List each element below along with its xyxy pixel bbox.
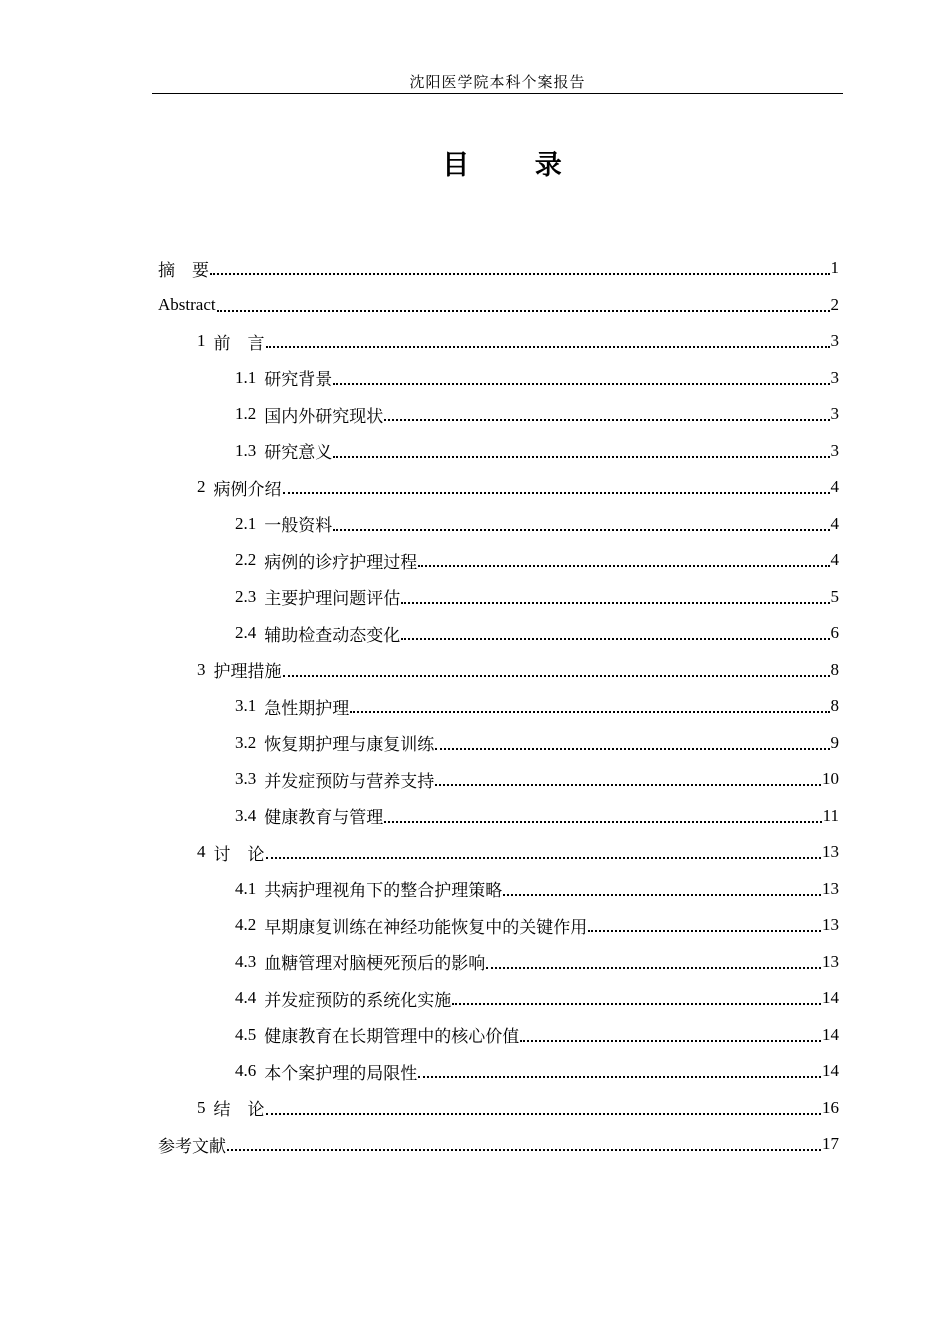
toc-entry-page-number: 13 [822, 878, 839, 898]
toc-entry[interactable] [158, 360, 839, 397]
toc-entry[interactable] [158, 652, 839, 689]
toc-entry-number: 3.2 [235, 732, 257, 752]
toc-dot-leader [333, 383, 829, 385]
toc-entry[interactable] [158, 725, 839, 762]
toc-entry-label: 一般资料 [264, 516, 333, 536]
toc-entry[interactable] [158, 798, 839, 835]
toc-entry-number: 2.4 [235, 623, 257, 643]
toc-entry[interactable] [158, 615, 839, 652]
toc-entry-number: 3.1 [235, 696, 257, 716]
toc-entry-page-number: 3 [830, 440, 839, 460]
toc-entry-page-number: 3 [830, 331, 839, 351]
header-rule [152, 93, 843, 94]
toc-entry-label: 研究意义 [264, 443, 333, 463]
running-header: 沈阳医学院本科个案报告 [409, 73, 586, 91]
toc-entry-page-number: 14 [822, 988, 839, 1008]
toc-entry[interactable] [158, 1017, 839, 1054]
toc-dot-leader [283, 675, 830, 677]
toc-entry-label: 血糖管理对脑梗死预后的影响 [264, 954, 486, 974]
toc-entry[interactable] [158, 980, 839, 1017]
toc-entry-label: 早期康复训练在神经功能恢复中的关键作用 [264, 917, 588, 937]
toc-dot-leader [401, 638, 829, 640]
toc-entry-page-number: 14 [822, 1024, 839, 1044]
toc-entry-page-number: 11 [822, 805, 839, 825]
toc-entry-page-number: 6 [830, 623, 839, 643]
toc-dot-leader [520, 1040, 821, 1042]
toc-entry[interactable] [158, 250, 839, 287]
toc-entry-page-number: 4 [830, 513, 839, 533]
toc-entry-number: 5 [197, 1097, 206, 1117]
toc-entry-page-number: 3 [830, 404, 839, 424]
toc-entry-page-number: 3 [830, 367, 839, 387]
toc-entry-page-number: 9 [830, 732, 839, 752]
toc-dot-leader [217, 310, 830, 312]
toc-entry-page-number: 13 [822, 951, 839, 971]
toc-dot-leader [452, 1003, 821, 1005]
toc-entry-page-number: 10 [822, 769, 839, 789]
toc-dot-leader [333, 456, 829, 458]
toc-dot-leader [350, 711, 829, 713]
toc-entry-page-number: 8 [830, 696, 839, 716]
toc-entry-page-number: 14 [822, 1061, 839, 1081]
toc-entry[interactable] [158, 834, 839, 871]
toc-entry[interactable] [158, 871, 839, 908]
toc-dot-leader [418, 1076, 821, 1078]
toc-entry-number: 4 [197, 842, 206, 862]
toc-entry[interactable] [158, 944, 839, 981]
toc-dot-leader [418, 565, 829, 567]
toc-entry[interactable] [158, 1090, 839, 1127]
toc-entry-number: 2 [197, 477, 206, 497]
toc-entry[interactable] [158, 907, 839, 944]
toc-entry-page-number: 8 [830, 659, 839, 679]
toc-entry-number: 3 [197, 659, 206, 679]
toc-title: 目 录 [442, 150, 590, 181]
toc-entry-page-number: 13 [822, 915, 839, 935]
toc-entry-number: 4.2 [235, 915, 257, 935]
toc-entry[interactable] [158, 688, 839, 725]
toc-entry-number: 4.5 [235, 1024, 257, 1044]
toc-dot-leader [435, 784, 821, 786]
toc-entry-label: 研究背景 [264, 370, 333, 390]
toc-entry-page-number: 4 [830, 477, 839, 497]
toc-entry-label: 护理措施 [213, 662, 282, 682]
toc-entry-page-number: 5 [830, 586, 839, 606]
toc-entry-label: 健康教育在长期管理中的核心价值 [264, 1027, 520, 1047]
table-of-contents [158, 250, 839, 1163]
toc-dot-leader [266, 346, 830, 348]
toc-dot-leader [384, 821, 821, 823]
toc-entry-label: 讨 论 [213, 844, 265, 864]
toc-entry[interactable] [158, 761, 839, 798]
toc-entry-number: 2.3 [235, 586, 257, 606]
toc-dot-leader [283, 492, 830, 494]
toc-entry-label: 摘 要 [158, 260, 209, 280]
toc-dot-leader [266, 1113, 822, 1115]
toc-entry-label: 共病护理视角下的整合护理策略 [264, 881, 503, 901]
toc-entry-number: 3.3 [235, 769, 257, 789]
toc-entry-label: 并发症预防与营养支持 [264, 771, 435, 791]
toc-entry-number: 2.1 [235, 513, 257, 533]
toc-entry-label: 本个案护理的局限性 [264, 1063, 418, 1083]
toc-entry-label: 辅助检查动态变化 [264, 625, 401, 645]
toc-entry-number: 3.4 [235, 805, 257, 825]
toc-dot-leader [503, 894, 821, 896]
toc-entry[interactable] [158, 1053, 839, 1090]
toc-entry-label: 健康教育与管理 [264, 808, 384, 828]
toc-dot-leader [227, 1149, 821, 1151]
toc-entry-number: 1.2 [235, 404, 257, 424]
toc-entry-label: 病例介绍 [213, 479, 282, 499]
toc-entry-label: 结 论 [213, 1100, 265, 1120]
toc-entry-number: 1 [197, 331, 206, 351]
toc-entry-label: 急性期护理 [264, 698, 350, 718]
toc-entry-number: 4.6 [235, 1061, 257, 1081]
toc-dot-leader [210, 273, 830, 275]
toc-entry-page-number: 13 [822, 842, 839, 862]
toc-entry-label: 病例的诊疗护理过程 [264, 552, 418, 572]
toc-entry-label: 主要护理问题评估 [264, 589, 401, 609]
toc-entry-label: 并发症预防的系统化实施 [264, 990, 452, 1010]
toc-entry-number: 2.2 [235, 550, 257, 570]
toc-dot-leader [486, 967, 821, 969]
toc-entry[interactable] [158, 287, 839, 324]
toc-entry[interactable] [158, 542, 839, 579]
toc-entry[interactable] [158, 396, 839, 433]
toc-dot-leader [384, 419, 829, 421]
toc-entry[interactable] [158, 579, 839, 616]
toc-entry[interactable] [158, 433, 839, 470]
toc-entry-label: 参考文献 [158, 1136, 226, 1156]
toc-entry-page-number: 2 [830, 294, 839, 314]
toc-entry-number: 4.3 [235, 951, 257, 971]
toc-entry[interactable] [158, 323, 839, 360]
toc-entry-label: Abstract [158, 294, 216, 314]
toc-entry[interactable] [158, 469, 839, 506]
toc-entry-label: 国内外研究现状 [264, 406, 384, 426]
toc-entry-label: 恢复期护理与康复训练 [264, 735, 435, 755]
toc-entry-page-number: 4 [830, 550, 839, 570]
toc-dot-leader [333, 529, 829, 531]
toc-dot-leader [266, 857, 822, 859]
toc-entry-number: 1.3 [235, 440, 257, 460]
toc-entry[interactable] [158, 506, 839, 543]
toc-entry-number: 1.1 [235, 367, 257, 387]
toc-dot-leader [435, 748, 829, 750]
toc-dot-leader [588, 930, 821, 932]
toc-entry-page-number: 16 [822, 1097, 839, 1117]
toc-entry-label: 前 言 [213, 333, 265, 353]
toc-entry[interactable] [158, 1126, 839, 1163]
toc-entry-page-number: 1 [830, 258, 839, 278]
toc-entry-number: 4.1 [235, 878, 257, 898]
toc-dot-leader [401, 602, 829, 604]
toc-entry-page-number: 17 [822, 1134, 839, 1154]
toc-entry-number: 4.4 [235, 988, 257, 1008]
